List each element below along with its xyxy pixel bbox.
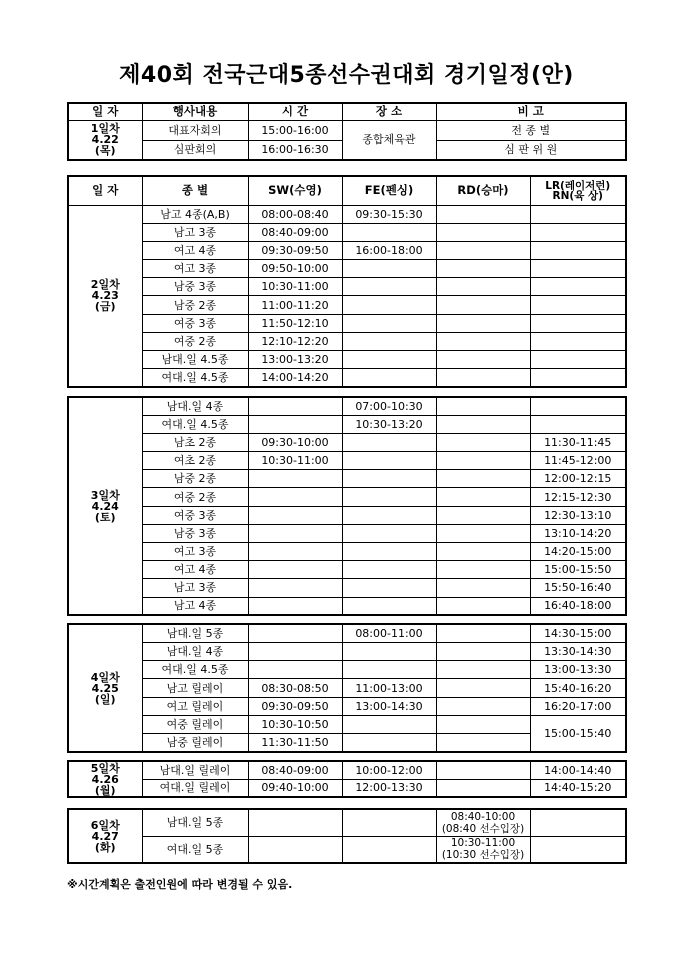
- day-weekday: (일): [94, 692, 116, 706]
- header-laser-run: [530, 176, 626, 205]
- fencing-time-cell: [342, 488, 436, 506]
- schedule-row: [68, 506, 626, 524]
- category-cell: 남대.일 4.5종: [142, 351, 248, 369]
- laser-run-time-cell: 14:20-15:00: [530, 543, 626, 561]
- header-riding: RD(승마): [436, 176, 530, 205]
- laser-run-time-cell: [530, 314, 626, 332]
- swim-time-cell: 09:50-10:00: [248, 260, 342, 278]
- day-4-rows: [68, 624, 626, 752]
- fencing-time-cell: [342, 278, 436, 296]
- header-time: 시 간: [248, 103, 342, 120]
- day-3-rows: [68, 397, 626, 615]
- venue-cell: 종합체육관: [342, 120, 436, 160]
- fencing-time-cell: [342, 661, 436, 679]
- schedule-row: [68, 624, 626, 642]
- category-cell: 남고 릴레이: [142, 679, 248, 697]
- fencing-time-cell: [342, 579, 436, 597]
- riding-time-cell: [436, 415, 530, 433]
- schedule-row: [68, 779, 626, 797]
- fencing-time-cell: [342, 314, 436, 332]
- category-cell: 남대.일 4종: [142, 397, 248, 415]
- category-cell: 여고 4종: [142, 241, 248, 259]
- schedule-row: [68, 642, 626, 660]
- fencing-time-cell: [342, 734, 436, 752]
- category-cell: 남고 4종(A,B): [142, 205, 248, 223]
- schedule-row: [68, 836, 626, 863]
- day-cell: [68, 120, 142, 160]
- schedule-row: [68, 397, 626, 415]
- schedule-row: [68, 488, 626, 506]
- riding-entry-time: (08:40 선수입장): [441, 822, 525, 835]
- laser-run-time-cell: 16:20-17:00: [530, 697, 626, 715]
- day-label: 4일차: [90, 670, 120, 684]
- riding-time-cell: [436, 543, 530, 561]
- day-date: 4.23: [91, 289, 119, 303]
- meeting-row: [68, 120, 626, 140]
- schedule-header-row: [68, 176, 626, 205]
- fencing-time-cell: [342, 369, 436, 387]
- schedule-row: [68, 715, 626, 733]
- riding-time-cell: [436, 524, 530, 542]
- laser-run-time-cell: [530, 415, 626, 433]
- schedule-row: [68, 697, 626, 715]
- day-cell: [68, 205, 142, 387]
- category-cell: 여중 3종: [142, 506, 248, 524]
- header-laser-run-line2: RN(육 상): [552, 189, 603, 202]
- category-cell: 남중 3종: [142, 524, 248, 542]
- swim-time-cell: 14:00-14:20: [248, 369, 342, 387]
- riding-time-cell: [436, 697, 530, 715]
- note-cell: 전 종 별: [436, 120, 626, 140]
- swim-time-cell: 08:00-08:40: [248, 205, 342, 223]
- riding-time-cell: [436, 488, 530, 506]
- swim-time-cell: 09:40-10:00: [248, 779, 342, 797]
- category-cell: 남초 2종: [142, 433, 248, 451]
- day-label: 6일차: [90, 818, 120, 832]
- laser-run-time-cell: 11:30-11:45: [530, 433, 626, 451]
- day-cell: [68, 809, 142, 863]
- day-weekday: (월): [94, 783, 116, 797]
- header-laser-run-line1: LR(레이저런): [545, 179, 611, 192]
- swim-time-cell: [248, 488, 342, 506]
- day-2-rows: [68, 205, 626, 387]
- swim-time-cell: 08:40-09:00: [248, 223, 342, 241]
- laser-run-time-cell: 13:10-14:20: [530, 524, 626, 542]
- day-cell: [68, 624, 142, 752]
- fencing-time-cell: 16:00-18:00: [342, 241, 436, 259]
- riding-time-cell: [436, 661, 530, 679]
- swim-time-cell: 09:30-10:00: [248, 433, 342, 451]
- category-cell: 여고 4종: [142, 561, 248, 579]
- time-cell: 16:00-16:30: [248, 140, 342, 160]
- laser-run-time-cell: 15:00-15:40: [530, 715, 626, 752]
- laser-run-time-cell: [530, 332, 626, 350]
- schedule-row: [68, 260, 626, 278]
- schedule-row: [68, 241, 626, 259]
- day-6-rows: [68, 809, 626, 863]
- laser-run-time-cell: 14:40-15:20: [530, 779, 626, 797]
- header-swim: SW(수영): [248, 176, 342, 205]
- fencing-time-cell: [342, 332, 436, 350]
- day-5-rows: [68, 761, 626, 797]
- fencing-time-cell: 09:30-15:30: [342, 205, 436, 223]
- category-cell: 여중 2종: [142, 332, 248, 350]
- riding-time: 10:30-11:00: [450, 837, 516, 850]
- swim-time-cell: [248, 543, 342, 561]
- fencing-time-cell: [342, 351, 436, 369]
- riding-entry-time: (10:30 선수입장): [441, 849, 525, 862]
- swim-time-cell: [248, 579, 342, 597]
- riding-time-cell: [436, 241, 530, 259]
- riding-time-cell: [436, 433, 530, 451]
- category-cell: 여대.일 4.5종: [142, 369, 248, 387]
- category-cell: 여고 3종: [142, 543, 248, 561]
- riding-time-cell: [436, 205, 530, 223]
- fencing-time-cell: [342, 561, 436, 579]
- fencing-time-cell: 07:00-10:30: [342, 397, 436, 415]
- laser-run-time-cell: 13:30-14:30: [530, 642, 626, 660]
- day-weekday: (화): [94, 840, 116, 854]
- schedule-table-day3: [67, 396, 627, 616]
- day-weekday: (금): [94, 300, 116, 314]
- swim-time-cell: [248, 624, 342, 642]
- riding-time-cell: [436, 579, 530, 597]
- riding-time-cell: [436, 597, 530, 615]
- laser-run-time-cell: 12:15-12:30: [530, 488, 626, 506]
- category-cell: 여고 3종: [142, 260, 248, 278]
- schedule-row: [68, 332, 626, 350]
- header-event: 행사내용: [142, 103, 248, 120]
- category-cell: 남대.일 릴레이: [142, 761, 248, 779]
- day-date: 4.25: [91, 681, 119, 695]
- category-cell: 남대.일 5종: [142, 624, 248, 642]
- fencing-time-cell: 10:30-13:20: [342, 415, 436, 433]
- swim-time-cell: [248, 506, 342, 524]
- schedule-row: [68, 223, 626, 241]
- riding-time: 08:40-10:00: [450, 810, 516, 823]
- swim-time-cell: [248, 397, 342, 415]
- riding-time-cell: [436, 278, 530, 296]
- schedule-row: [68, 415, 626, 433]
- fencing-time-cell: [342, 642, 436, 660]
- category-cell: 남중 2종: [142, 296, 248, 314]
- riding-time-cell: [436, 260, 530, 278]
- swim-time-cell: [248, 597, 342, 615]
- category-cell: 여대.일 릴레이: [142, 779, 248, 797]
- day-date: 4.24: [91, 499, 119, 513]
- laser-run-time-cell: 11:45-12:00: [530, 452, 626, 470]
- laser-run-time-cell: [530, 369, 626, 387]
- laser-run-time-cell: 13:00-13:30: [530, 661, 626, 679]
- meeting-table: [67, 102, 627, 161]
- fencing-time-cell: [342, 506, 436, 524]
- schedule-row: [68, 314, 626, 332]
- riding-time-cell: [436, 332, 530, 350]
- schedule-row: [68, 561, 626, 579]
- laser-run-time-cell: [530, 397, 626, 415]
- laser-run-time-cell: [530, 296, 626, 314]
- riding-time-cell: [436, 809, 530, 836]
- swim-time-cell: 08:30-08:50: [248, 679, 342, 697]
- laser-run-time-cell: 16:40-18:00: [530, 597, 626, 615]
- category-cell: 여중 2종: [142, 488, 248, 506]
- category-cell: 남고 3종: [142, 579, 248, 597]
- swim-time-cell: 09:30-09:50: [248, 697, 342, 715]
- day-label: 1일차: [90, 122, 120, 136]
- riding-time-cell: [436, 734, 530, 752]
- category-cell: 남대.일 4종: [142, 642, 248, 660]
- swim-time-cell: 08:40-09:00: [248, 761, 342, 779]
- fencing-time-cell: [342, 524, 436, 542]
- fencing-time-cell: 12:00-13:30: [342, 779, 436, 797]
- riding-time-cell: [436, 470, 530, 488]
- schedule-row: [68, 205, 626, 223]
- day-cell: [68, 397, 142, 615]
- riding-time-cell: [436, 761, 530, 779]
- swim-time-cell: 13:00-13:20: [248, 351, 342, 369]
- category-cell: 남대.일 5종: [142, 809, 248, 836]
- laser-run-time-cell: [530, 278, 626, 296]
- schedule-row: [68, 470, 626, 488]
- fencing-time-cell: [342, 452, 436, 470]
- fencing-time-cell: 11:00-13:00: [342, 679, 436, 697]
- laser-run-time-cell: [530, 260, 626, 278]
- swim-time-cell: 11:00-11:20: [248, 296, 342, 314]
- riding-time-cell: [436, 397, 530, 415]
- riding-time-cell: [436, 642, 530, 660]
- footnote: ※시간계획은 출전인원에 따라 변경될 수 있음.: [67, 878, 293, 891]
- fencing-time-cell: [342, 543, 436, 561]
- swim-time-cell: [248, 836, 342, 863]
- schedule-row: [68, 369, 626, 387]
- fencing-time-cell: 13:00-14:30: [342, 697, 436, 715]
- riding-time-cell: [436, 779, 530, 797]
- schedule-row: [68, 579, 626, 597]
- laser-run-time-cell: [530, 836, 626, 863]
- day-label: 2일차: [90, 278, 120, 292]
- category-cell: 여고 릴레이: [142, 697, 248, 715]
- riding-time-cell: [436, 223, 530, 241]
- schedule-table-day6: [67, 808, 627, 864]
- category-cell: 여대.일 4.5종: [142, 661, 248, 679]
- schedule-row: [68, 679, 626, 697]
- schedule-row: [68, 661, 626, 679]
- day-label: 3일차: [90, 488, 120, 502]
- day-cell: [68, 761, 142, 797]
- category-cell: 남중 3종: [142, 278, 248, 296]
- page-title: 제40회 전국근대5종선수권대회 경기일정(안): [119, 63, 574, 88]
- fencing-time-cell: [342, 470, 436, 488]
- event-cell: 대표자회의: [142, 120, 248, 140]
- laser-run-time-cell: [530, 809, 626, 836]
- swim-time-cell: [248, 642, 342, 660]
- schedule-row: [68, 543, 626, 561]
- note-cell: 심 판 위 원: [436, 140, 626, 160]
- header-day: 일 자: [68, 103, 142, 120]
- swim-time-cell: [248, 809, 342, 836]
- swim-time-cell: [248, 415, 342, 433]
- day-date: 4.26: [91, 772, 119, 786]
- fencing-time-cell: [342, 715, 436, 733]
- fencing-time-cell: [342, 296, 436, 314]
- riding-time-cell: [436, 314, 530, 332]
- category-cell: 여대.일 4.5종: [142, 415, 248, 433]
- header-day: 일 자: [68, 176, 142, 205]
- category-cell: 여초 2종: [142, 452, 248, 470]
- fencing-time-cell: [342, 836, 436, 863]
- riding-time-cell: [436, 715, 530, 733]
- category-cell: 여중 3종: [142, 314, 248, 332]
- category-cell: 남고 3종: [142, 223, 248, 241]
- schedule-row: [68, 524, 626, 542]
- swim-time-cell: [248, 661, 342, 679]
- day-weekday: (목): [94, 144, 116, 158]
- schedule-row: [68, 296, 626, 314]
- schedule-row: [68, 278, 626, 296]
- swim-time-cell: [248, 524, 342, 542]
- schedule-row: [68, 761, 626, 779]
- fencing-time-cell: [342, 809, 436, 836]
- laser-run-time-cell: [530, 241, 626, 259]
- riding-time-cell: [436, 624, 530, 642]
- laser-run-time-cell: 12:30-13:10: [530, 506, 626, 524]
- laser-run-time-cell: [530, 205, 626, 223]
- laser-run-time-cell: 12:00-12:15: [530, 470, 626, 488]
- schedule-table-day5: [67, 760, 627, 798]
- header-venue: 장 소: [342, 103, 436, 120]
- swim-time-cell: 11:30-11:50: [248, 734, 342, 752]
- fencing-time-cell: [342, 433, 436, 451]
- swim-time-cell: 11:50-12:10: [248, 314, 342, 332]
- schedule-row: [68, 452, 626, 470]
- riding-time-cell: [436, 351, 530, 369]
- day-date: 4.22: [91, 133, 119, 147]
- fencing-time-cell: [342, 597, 436, 615]
- time-cell: 15:00-16:00: [248, 120, 342, 140]
- day-label: 5일차: [90, 761, 120, 775]
- schedule-row: [68, 351, 626, 369]
- day-date: 4.27: [91, 829, 119, 843]
- fencing-time-cell: 10:00-12:00: [342, 761, 436, 779]
- header-fencing: FE(펜싱): [342, 176, 436, 205]
- laser-run-time-cell: [530, 351, 626, 369]
- swim-time-cell: 09:30-09:50: [248, 241, 342, 259]
- riding-time-cell: [436, 369, 530, 387]
- riding-time-cell: [436, 836, 530, 863]
- schedule-row: [68, 809, 626, 836]
- category-cell: 여대.일 5종: [142, 836, 248, 863]
- header-note: 비 고: [436, 103, 626, 120]
- event-cell: 심판회의: [142, 140, 248, 160]
- riding-time-cell: [436, 561, 530, 579]
- fencing-time-cell: [342, 223, 436, 241]
- riding-time-cell: [436, 506, 530, 524]
- riding-time-cell: [436, 296, 530, 314]
- laser-run-time-cell: 15:00-15:50: [530, 561, 626, 579]
- swim-time-cell: 12:10-12:20: [248, 332, 342, 350]
- schedule-table-day2: [67, 175, 627, 388]
- swim-time-cell: 10:30-10:50: [248, 715, 342, 733]
- category-cell: 여중 릴레이: [142, 715, 248, 733]
- laser-run-time-cell: 15:40-16:20: [530, 679, 626, 697]
- schedule-row: [68, 597, 626, 615]
- category-cell: 남고 4종: [142, 597, 248, 615]
- schedule-row: [68, 433, 626, 451]
- swim-time-cell: 10:30-11:00: [248, 278, 342, 296]
- meeting-header-row: [68, 103, 626, 120]
- riding-time-cell: [436, 679, 530, 697]
- laser-run-time-cell: [530, 223, 626, 241]
- day-weekday: (토): [94, 510, 116, 524]
- category-cell: 남중 릴레이: [142, 734, 248, 752]
- swim-time-cell: 10:30-11:00: [248, 452, 342, 470]
- fencing-time-cell: 08:00-11:00: [342, 624, 436, 642]
- header-category: 종 별: [142, 176, 248, 205]
- swim-time-cell: [248, 470, 342, 488]
- fencing-time-cell: [342, 260, 436, 278]
- laser-run-time-cell: 15:50-16:40: [530, 579, 626, 597]
- category-cell: 남중 2종: [142, 470, 248, 488]
- laser-run-time-cell: 14:00-14:40: [530, 761, 626, 779]
- riding-time-cell: [436, 452, 530, 470]
- schedule-table-day4: [67, 623, 627, 753]
- laser-run-time-cell: 14:30-15:00: [530, 624, 626, 642]
- swim-time-cell: [248, 561, 342, 579]
